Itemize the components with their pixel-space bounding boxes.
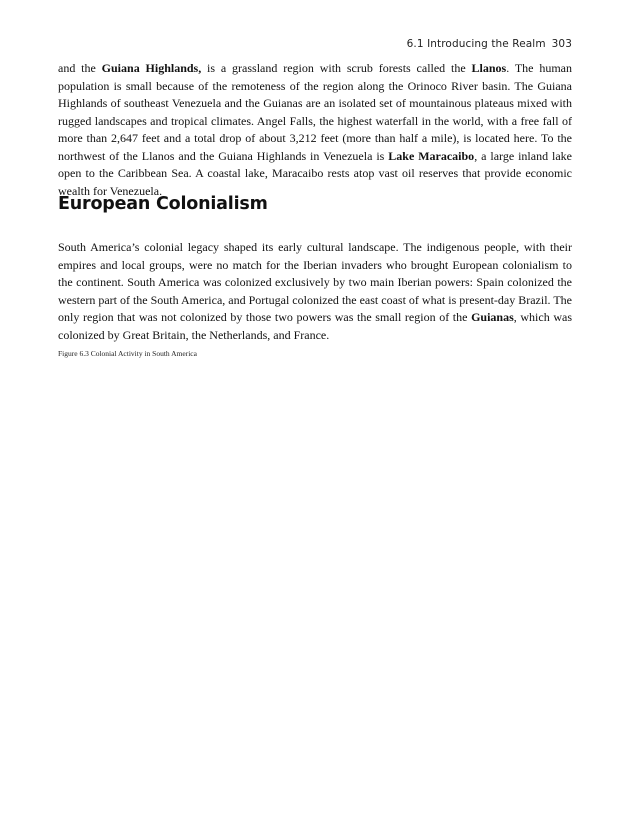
body-paragraph-1 [58,60,572,200]
running-header-section: 6.1 Introducing the Realm [406,38,546,50]
term-llanos: Llanos [471,61,507,75]
page-number: 303 [551,38,572,50]
figure-caption: Figure 6.3 Colonial Activity in South America [58,349,197,358]
paragraph-2-text-1: South America’s colonial legacy shaped its early cultural landscape. The indigenous people, with their empires and local groups, were no match for the Iberian invaders who brought European colonialism to the continent. South America was colonized exclusively by two main Iberian powers: Spain colonized the western part of the South America, and Portugal colonized the east coast of what is present-day Brazil. The only region that was not colonized by those two powers was the small region of the [58,240,572,324]
section-heading: European Colonialism [58,194,268,214]
term-lake-maracaibo: Lake Maracaibo [388,148,475,163]
term-guiana-highlands: Guiana Highlands, [101,61,202,75]
paragraph-1-text-1: and the [58,61,102,75]
term-guianas: Guianas [471,310,514,324]
running-header [407,38,572,50]
body-paragraph-2 [58,239,572,344]
paragraph-1-text-4: , a large inland lake open to the Caribbean Sea. A coastal lake, Maracaibo rests atop vast oil reserves that provide economic wealth for Venezuela. [58,148,572,198]
paragraph-1-text-3: . The human population is small because of the remoteness of the region along the Orinoco River basin. The Guiana Highlands of southeast Venezuela and the Guianas are an isolated set of mountainous plateaus mixed with rugged landscapes and tropical climates. Angel Falls, the highest waterfall in the world, with a free fall of more than 2,647 feet and a total drop of about 3,212 feet (more than half a mile), is located here. To the northwest of the Llanos and the Guiana Highlands in Venezuela is [58,61,572,163]
paragraph-1-text-2: is a grassland region with scrub forests called the [201,61,472,75]
paragraph-2-text-2: , which was colonized by Great Britain, the Netherlands, and France. [58,310,572,342]
